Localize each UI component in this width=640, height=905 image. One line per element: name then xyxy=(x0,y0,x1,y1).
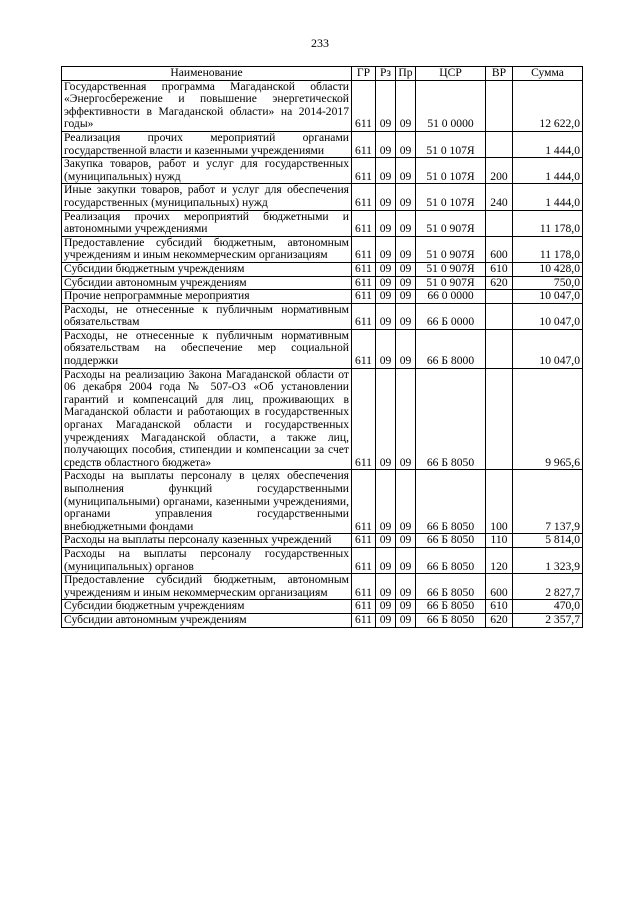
cell-gr: 611 xyxy=(352,184,376,210)
cell-sum: 2 827,7 xyxy=(513,574,583,600)
cell-gr: 611 xyxy=(352,547,376,573)
cell-name: Субсидии автономным учреждениям xyxy=(62,613,352,627)
header-gr: ГР xyxy=(352,67,376,81)
cell-vr xyxy=(486,290,513,304)
table-row xyxy=(62,131,583,157)
cell-csr: 51 0 907Я xyxy=(416,236,486,262)
cell-pr: 09 xyxy=(396,303,416,329)
cell-rz: 09 xyxy=(376,368,396,470)
cell-pr: 09 xyxy=(396,600,416,614)
cell-csr: 66 Б 8050 xyxy=(416,534,486,548)
cell-sum: 12 622,0 xyxy=(513,80,583,131)
cell-csr: 66 Б 8000 xyxy=(416,329,486,368)
table-row xyxy=(62,600,583,614)
cell-vr: 110 xyxy=(486,534,513,548)
cell-pr: 09 xyxy=(396,368,416,470)
cell-gr: 611 xyxy=(352,236,376,262)
cell-csr: 66 0 0000 xyxy=(416,290,486,304)
cell-sum: 9 965,6 xyxy=(513,368,583,470)
cell-name: Реализация прочих мероприятий бюджетными и автономными учреждениями xyxy=(62,210,352,236)
table-row xyxy=(62,547,583,573)
cell-vr: 240 xyxy=(486,184,513,210)
cell-csr: 51 0 107Я xyxy=(416,184,486,210)
cell-vr: 620 xyxy=(486,613,513,627)
cell-name: Государственная программа Магаданской области «Энергосбережение и повышение энергетической эффективности в Магаданской области» на 2014-2017 годы» xyxy=(62,80,352,131)
cell-vr: 120 xyxy=(486,547,513,573)
cell-gr: 611 xyxy=(352,158,376,184)
header-rz: Рз xyxy=(376,67,396,81)
cell-vr xyxy=(486,303,513,329)
header-csr: ЦСР xyxy=(416,67,486,81)
cell-pr: 09 xyxy=(396,613,416,627)
cell-vr xyxy=(486,329,513,368)
cell-csr: 51 0 907Я xyxy=(416,276,486,290)
cell-rz: 09 xyxy=(376,236,396,262)
cell-pr: 09 xyxy=(396,80,416,131)
cell-name: Субсидии бюджетным учреждениям xyxy=(62,262,352,276)
cell-vr: 610 xyxy=(486,600,513,614)
cell-name: Расходы, не отнесенные к публичным нормативным обязательствам xyxy=(62,303,352,329)
cell-vr: 600 xyxy=(486,236,513,262)
cell-rz: 09 xyxy=(376,534,396,548)
cell-gr: 611 xyxy=(352,534,376,548)
cell-name: Субсидии бюджетным учреждениям xyxy=(62,600,352,614)
cell-gr: 611 xyxy=(352,600,376,614)
table-header-row xyxy=(62,67,583,81)
cell-pr: 09 xyxy=(396,184,416,210)
cell-rz: 09 xyxy=(376,470,396,534)
cell-pr: 09 xyxy=(396,470,416,534)
cell-csr: 66 Б 8050 xyxy=(416,368,486,470)
cell-sum: 1 444,0 xyxy=(513,184,583,210)
cell-name: Расходы на выплаты персоналу казенных учреждений xyxy=(62,534,352,548)
cell-csr: 66 Б 0000 xyxy=(416,303,486,329)
cell-rz: 09 xyxy=(376,547,396,573)
cell-sum: 10 047,0 xyxy=(513,303,583,329)
cell-pr: 09 xyxy=(396,574,416,600)
cell-vr xyxy=(486,131,513,157)
cell-pr: 09 xyxy=(396,290,416,304)
cell-csr: 51 0 107Я xyxy=(416,131,486,157)
cell-sum: 7 137,9 xyxy=(513,470,583,534)
cell-sum: 2 357,7 xyxy=(513,613,583,627)
header-sum: Сумма xyxy=(513,67,583,81)
header-pr: Пр xyxy=(396,67,416,81)
cell-sum: 1 444,0 xyxy=(513,131,583,157)
cell-gr: 611 xyxy=(352,470,376,534)
cell-sum: 11 178,0 xyxy=(513,236,583,262)
cell-name: Субсидии автономным учреждениям xyxy=(62,276,352,290)
cell-csr: 51 0 907Я xyxy=(416,262,486,276)
cell-rz: 09 xyxy=(376,184,396,210)
budget-table xyxy=(61,66,583,628)
cell-gr: 611 xyxy=(352,329,376,368)
cell-gr: 611 xyxy=(352,131,376,157)
table-row xyxy=(62,368,583,470)
cell-rz: 09 xyxy=(376,80,396,131)
cell-rz: 09 xyxy=(376,613,396,627)
cell-pr: 09 xyxy=(396,236,416,262)
table-row xyxy=(62,184,583,210)
cell-csr: 66 Б 8050 xyxy=(416,547,486,573)
cell-csr: 51 0 107Я xyxy=(416,158,486,184)
cell-sum: 1 444,0 xyxy=(513,158,583,184)
cell-vr xyxy=(486,368,513,470)
cell-name: Расходы на реализацию Закона Магаданской области от 06 декабря 2004 года № 507-ОЗ «Об установлении гарантий и компенсаций для лиц, проживающих в Магаданской области и работающих в государственных органах Магаданской области и государственных учреждениях Магаданской области, а также лиц, получающих пособия, стипендии и компенсации за счет средств областного бюджета» xyxy=(62,368,352,470)
cell-csr: 51 0 0000 xyxy=(416,80,486,131)
cell-pr: 09 xyxy=(396,158,416,184)
cell-csr: 51 0 907Я xyxy=(416,210,486,236)
cell-name: Расходы на выплаты персоналу в целях обеспечения выполнения функций государственными (муниципальными) органами, казенными учреждениями, органами управления государственными внебюджетными фондами xyxy=(62,470,352,534)
cell-rz: 09 xyxy=(376,574,396,600)
cell-pr: 09 xyxy=(396,547,416,573)
cell-sum: 10 428,0 xyxy=(513,262,583,276)
table-row xyxy=(62,236,583,262)
cell-sum: 10 047,0 xyxy=(513,329,583,368)
table-row xyxy=(62,534,583,548)
table-row xyxy=(62,276,583,290)
cell-rz: 09 xyxy=(376,131,396,157)
cell-sum: 1 323,9 xyxy=(513,547,583,573)
table-row xyxy=(62,80,583,131)
cell-rz: 09 xyxy=(376,276,396,290)
cell-sum: 750,0 xyxy=(513,276,583,290)
cell-gr: 611 xyxy=(352,262,376,276)
cell-pr: 09 xyxy=(396,131,416,157)
cell-vr: 610 xyxy=(486,262,513,276)
cell-rz: 09 xyxy=(376,329,396,368)
cell-gr: 611 xyxy=(352,290,376,304)
table-row xyxy=(62,158,583,184)
cell-name: Расходы на выплаты персоналу государственных (муниципальных) органов xyxy=(62,547,352,573)
cell-rz: 09 xyxy=(376,303,396,329)
table-row xyxy=(62,210,583,236)
cell-sum: 10 047,0 xyxy=(513,290,583,304)
page-number: 233 xyxy=(311,36,329,50)
cell-csr: 66 Б 8050 xyxy=(416,574,486,600)
cell-pr: 09 xyxy=(396,534,416,548)
cell-sum: 11 178,0 xyxy=(513,210,583,236)
cell-gr: 611 xyxy=(352,210,376,236)
cell-gr: 611 xyxy=(352,574,376,600)
table-body xyxy=(62,80,583,627)
cell-name: Прочие непрограммные мероприятия xyxy=(62,290,352,304)
cell-csr: 66 Б 8050 xyxy=(416,613,486,627)
table-row xyxy=(62,303,583,329)
cell-rz: 09 xyxy=(376,158,396,184)
cell-gr: 611 xyxy=(352,276,376,290)
cell-rz: 09 xyxy=(376,210,396,236)
table-row xyxy=(62,470,583,534)
cell-name: Предоставление субсидий бюджетным, автономным учреждениям и иным некоммерческим организациям xyxy=(62,574,352,600)
cell-vr: 620 xyxy=(486,276,513,290)
cell-gr: 611 xyxy=(352,368,376,470)
cell-vr: 100 xyxy=(486,470,513,534)
header-name: Наименование xyxy=(62,67,352,81)
cell-rz: 09 xyxy=(376,262,396,276)
cell-rz: 09 xyxy=(376,600,396,614)
cell-gr: 611 xyxy=(352,613,376,627)
cell-vr: 200 xyxy=(486,158,513,184)
table-row xyxy=(62,329,583,368)
cell-pr: 09 xyxy=(396,276,416,290)
cell-rz: 09 xyxy=(376,290,396,304)
table-row xyxy=(62,262,583,276)
cell-pr: 09 xyxy=(396,329,416,368)
cell-pr: 09 xyxy=(396,262,416,276)
cell-name: Иные закупки товаров, работ и услуг для обеспечения государственных (муниципальных) нужд xyxy=(62,184,352,210)
cell-vr: 600 xyxy=(486,574,513,600)
cell-gr: 611 xyxy=(352,303,376,329)
cell-gr: 611 xyxy=(352,80,376,131)
cell-vr xyxy=(486,210,513,236)
cell-name: Расходы, не отнесенные к публичным нормативным обязательствам на обеспечение мер социальной поддержки xyxy=(62,329,352,368)
table-row xyxy=(62,290,583,304)
cell-csr: 66 Б 8050 xyxy=(416,600,486,614)
cell-name: Реализация прочих мероприятий органами государственной власти и казенными учреждениями xyxy=(62,131,352,157)
table-row xyxy=(62,574,583,600)
cell-pr: 09 xyxy=(396,210,416,236)
cell-name: Закупка товаров, работ и услуг для государственных (муниципальных) нужд xyxy=(62,158,352,184)
cell-name: Предоставление субсидий бюджетным, автономным учреждениям и иным некоммерческим организациям xyxy=(62,236,352,262)
cell-csr: 66 Б 8050 xyxy=(416,470,486,534)
cell-vr xyxy=(486,80,513,131)
cell-sum: 5 814,0 xyxy=(513,534,583,548)
table-row xyxy=(62,613,583,627)
cell-sum: 470,0 xyxy=(513,600,583,614)
header-vr: ВР xyxy=(486,67,513,81)
